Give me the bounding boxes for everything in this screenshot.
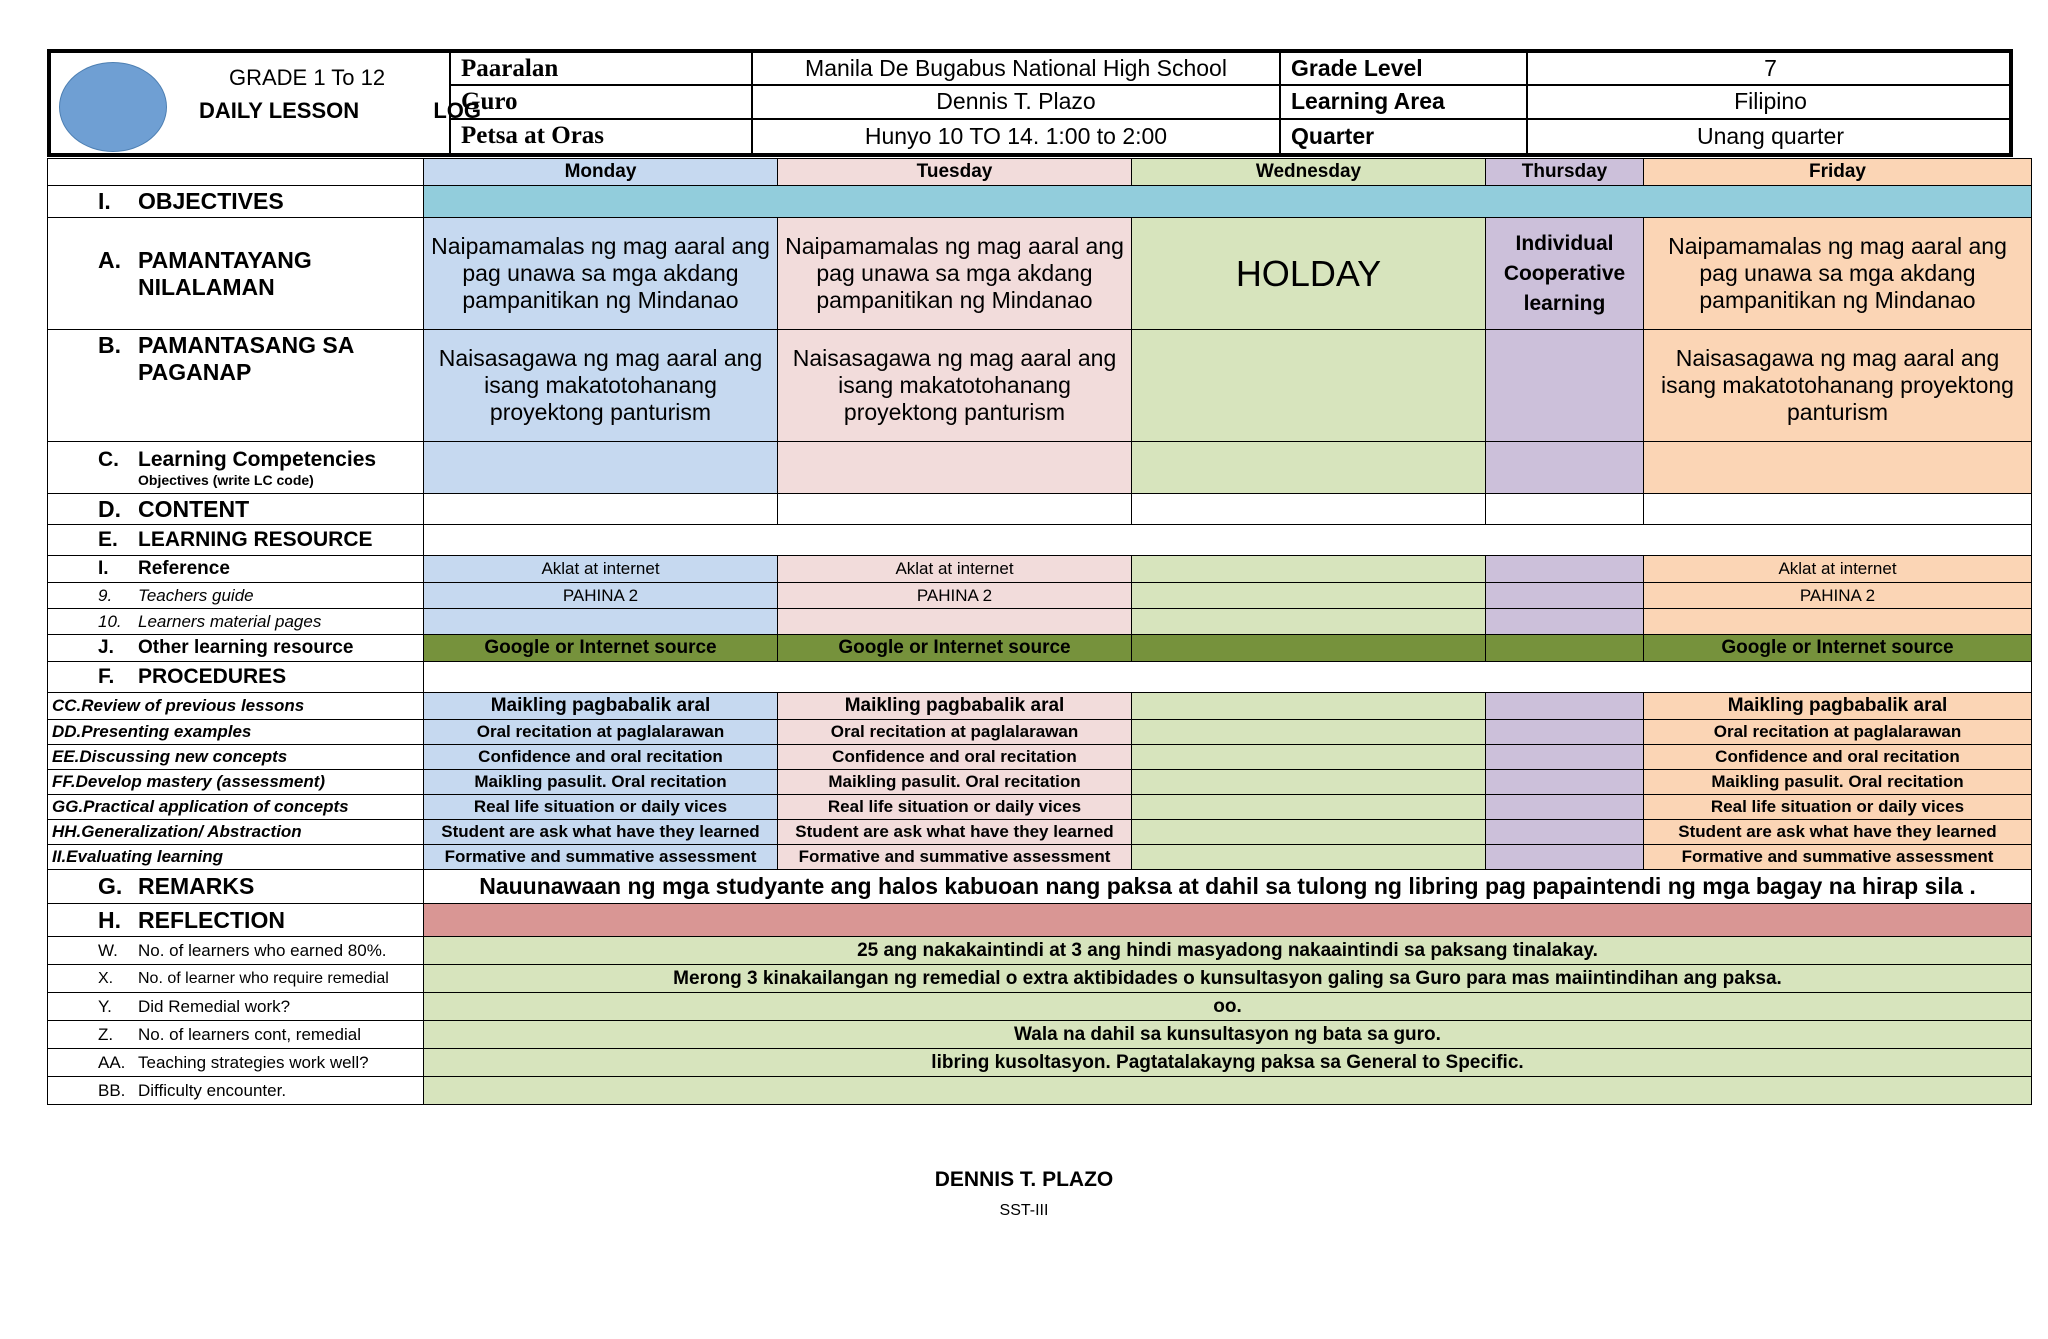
reference-friday: Aklat at internet xyxy=(1644,556,2032,583)
grade-level-label: Grade Level xyxy=(1279,53,1526,86)
teacher-value: Dennis T. Plazo xyxy=(751,86,1279,119)
procedure-tuesday: Real life situation or daily vices xyxy=(778,795,1132,820)
school-label: Paaralan xyxy=(449,53,751,86)
procedure-label: GG.Practical application of concepts xyxy=(48,795,424,820)
form-title-line1: GRADE 1 To 12 xyxy=(229,65,386,90)
grade-level-value: 7 xyxy=(1526,53,2013,86)
other-resource-label: J. Other learning resource xyxy=(48,635,424,662)
day-friday: Friday xyxy=(1644,159,2032,186)
date-label: Petsa at Oras xyxy=(449,120,751,153)
reference-tuesday: Aklat at internet xyxy=(778,556,1132,583)
reference-label: I. Reference xyxy=(48,556,424,583)
signature-position: SST-III xyxy=(999,1202,1049,1219)
learners-pages-row xyxy=(48,609,2032,635)
form-title-line2b: LOG xyxy=(433,98,481,123)
paganap-tuesday: Naisasagawa ng mag aaral ang isang makatotohanang proyektong panturism xyxy=(778,330,1132,442)
reference-row xyxy=(48,556,2032,583)
holiday-label: HOLDAY xyxy=(1132,218,1486,330)
procedure-row xyxy=(48,745,2032,770)
procedure-tuesday: Formative and summative assessment xyxy=(778,845,1132,870)
procedure-friday: Real life situation or daily vices xyxy=(1644,795,2032,820)
remarks-label: G. REMARKS xyxy=(48,870,424,904)
blank-cell xyxy=(48,159,424,186)
reflection-item-value: 25 ang nakakaintindi at 3 ang hindi masyadong nakaaintindi sa paksang tinalakay. xyxy=(424,937,2032,965)
reflection-item-label: X. No. of learner who require remedial xyxy=(48,965,424,993)
procedure-row xyxy=(48,693,2032,720)
reference-monday: Aklat at internet xyxy=(424,556,778,583)
procedure-friday: Oral recitation at paglalarawan xyxy=(1644,720,2032,745)
day-monday: Monday xyxy=(424,159,778,186)
daily-lesson-log-page xyxy=(47,49,2033,1105)
learning-area-label: Learning Area xyxy=(1279,86,1526,119)
days-header-row xyxy=(48,159,2032,186)
content-label: D. CONTENT xyxy=(48,494,424,525)
other-resource-friday: Google or Internet source xyxy=(1644,635,2032,662)
reflection-item-row xyxy=(48,1021,2032,1049)
reflection-item-label: Y. Did Remedial work? xyxy=(48,993,424,1021)
procedure-tuesday: Maikling pasulit. Oral recitation xyxy=(778,770,1132,795)
remarks-value: Nauunawaan ng mga studyante ang halos kabuoan nang paksa at dahil sa tulong ng libring pag papaintendi ng mga bagay na hirap sila . xyxy=(424,870,2032,904)
reflection-item-label: BB. Difficulty encounter. xyxy=(48,1077,424,1105)
procedure-friday: Formative and summative assessment xyxy=(1644,845,2032,870)
pamantayang-monday: Naipamamalas ng mag aaral ang pag unawa sa mga akdang pampanitikan ng Mindanao xyxy=(424,218,778,330)
teachers-guide-row xyxy=(48,583,2032,609)
day-tuesday: Tuesday xyxy=(778,159,1132,186)
procedure-tuesday: Confidence and oral recitation xyxy=(778,745,1132,770)
paganap-row xyxy=(48,330,2032,442)
procedure-friday: Confidence and oral recitation xyxy=(1644,745,2032,770)
teachers-guide-label: 9. Teachers guide xyxy=(48,583,424,609)
objectives-bar xyxy=(424,186,2032,218)
reflection-item-value xyxy=(424,1077,2032,1105)
learning-resource-label: E. LEARNING RESOURCE xyxy=(48,525,424,556)
procedure-monday: Student are ask what have they learned xyxy=(424,820,778,845)
reflection-item-label: AA. Teaching strategies work well? xyxy=(48,1049,424,1077)
procedure-monday: Maikling pagbabalik aral xyxy=(424,693,778,720)
paganap-thursday xyxy=(1486,330,1644,442)
school-value: Manila De Bugabus National High School xyxy=(751,53,1279,86)
procedures-row xyxy=(48,662,2032,693)
competencies-row xyxy=(48,442,2032,494)
procedure-label: EE.Discussing new concepts xyxy=(48,745,424,770)
procedures-label: F. PROCEDURES xyxy=(48,662,424,693)
paganap-label: B. PAMANTASANG SA PAGANAP xyxy=(48,330,424,442)
learning-resource-row xyxy=(48,525,2032,556)
paganap-monday: Naisasagawa ng mag aaral ang isang makatotohanang proyektong panturism xyxy=(424,330,778,442)
reflection-item-row xyxy=(48,993,2032,1021)
signature-name: DENNIS T. PLAZO xyxy=(934,1168,1114,1191)
reflection-row xyxy=(48,904,2032,937)
procedure-monday: Confidence and oral recitation xyxy=(424,745,778,770)
procedure-row xyxy=(48,720,2032,745)
procedure-label: HH.Generalization/ Abstraction xyxy=(48,820,424,845)
content-row xyxy=(48,494,2032,525)
header-block xyxy=(47,49,2013,157)
pamantayang-label: A. PAMANTAYANG NILALAMAN xyxy=(48,218,424,330)
reflection-item-value: libring kusoltasyon. Pagtatalakayng paksa sa General to Specific. xyxy=(424,1049,2032,1077)
quarter-value: Unang quarter xyxy=(1526,120,2013,153)
reflection-item-row xyxy=(48,937,2032,965)
learning-area-value: Filipino xyxy=(1526,86,2013,119)
procedure-monday: Real life situation or daily vices xyxy=(424,795,778,820)
procedure-label: II.Evaluating learning xyxy=(48,845,424,870)
procedure-friday: Maikling pagbabalik aral xyxy=(1644,693,2032,720)
procedure-monday: Formative and summative assessment xyxy=(424,845,778,870)
teacher-label: Guro xyxy=(449,86,751,119)
procedure-label: CC.Review of previous lessons xyxy=(48,693,424,720)
pamantayang-thursday: Individual Cooperative learning xyxy=(1486,218,1644,330)
procedure-monday: Maikling pasulit. Oral recitation xyxy=(424,770,778,795)
reflection-bar xyxy=(424,904,2032,937)
procedure-row xyxy=(48,845,2032,870)
pamantayang-friday: Naipamamalas ng mag aaral ang pag unawa sa mga akdang pampanitikan ng Mindanao xyxy=(1644,218,2032,330)
reflection-item-row xyxy=(48,1049,2032,1077)
procedure-row xyxy=(48,820,2032,845)
date-value: Hunyo 10 TO 14. 1:00 to 2:00 xyxy=(751,120,1279,153)
pamantayang-tuesday: Naipamamalas ng mag aaral ang pag unawa sa mga akdang pampanitikan ng Mindanao xyxy=(778,218,1132,330)
form-title xyxy=(191,61,481,127)
procedure-label: FF.Develop mastery (assessment) xyxy=(48,770,424,795)
procedure-tuesday: Student are ask what have they learned xyxy=(778,820,1132,845)
reflection-label: H. REFLECTION xyxy=(48,904,424,937)
quarter-label: Quarter xyxy=(1279,120,1526,153)
teachers-guide-monday: PAHINA 2 xyxy=(424,583,778,609)
procedure-row xyxy=(48,770,2032,795)
procedure-label: DD.Presenting examples xyxy=(48,720,424,745)
procedure-friday: Maikling pasulit. Oral recitation xyxy=(1644,770,2032,795)
reflection-item-value: Wala na dahil sa kunsultasyon ng bata sa guro. xyxy=(424,1021,2032,1049)
objectives-row xyxy=(48,186,2032,218)
reflection-item-label: Z. No. of learners cont, remedial xyxy=(48,1021,424,1049)
teachers-guide-friday: PAHINA 2 xyxy=(1644,583,2032,609)
competencies-label: C. Learning Competencies Objectives (write LC code) xyxy=(48,442,424,494)
procedure-tuesday: Oral recitation at paglalarawan xyxy=(778,720,1132,745)
procedure-tuesday: Maikling pagbabalik aral xyxy=(778,693,1132,720)
learners-pages-label: 10. Learners material pages xyxy=(48,609,424,635)
reflection-item-value: oo. xyxy=(424,993,2032,1021)
other-resource-tuesday: Google or Internet source xyxy=(778,635,1132,662)
other-resource-row xyxy=(48,635,2032,662)
lesson-log-table xyxy=(47,158,2032,1105)
reflection-item-row xyxy=(48,1077,2032,1105)
procedure-friday: Student are ask what have they learned xyxy=(1644,820,2032,845)
procedure-row xyxy=(48,795,2032,820)
other-resource-monday: Google or Internet source xyxy=(424,635,778,662)
reflection-item-label: W. No. of learners who earned 80%. xyxy=(48,937,424,965)
reflection-item-value: Merong 3 kinakailangan ng remedial o extra aktibidades o kunsultasyon galing sa Guro para mas maiintindihan ang paksa. xyxy=(424,965,2032,993)
day-thursday: Thursday xyxy=(1486,159,1644,186)
reflection-item-row xyxy=(48,965,2032,993)
form-title-line2a: DAILY LESSON xyxy=(199,98,360,123)
pamantayang-row xyxy=(48,218,2032,330)
day-wednesday: Wednesday xyxy=(1132,159,1486,186)
header-info-grid xyxy=(449,53,2013,153)
objectives-label: I. OBJECTIVES xyxy=(48,186,424,218)
procedure-monday: Oral recitation at paglalarawan xyxy=(424,720,778,745)
teachers-guide-tuesday: PAHINA 2 xyxy=(778,583,1132,609)
paganap-wednesday xyxy=(1132,330,1486,442)
school-logo xyxy=(59,62,167,152)
remarks-row xyxy=(48,870,2032,904)
paganap-friday: Naisasagawa ng mag aaral ang isang makatotohanang proyektong panturism xyxy=(1644,330,2032,442)
